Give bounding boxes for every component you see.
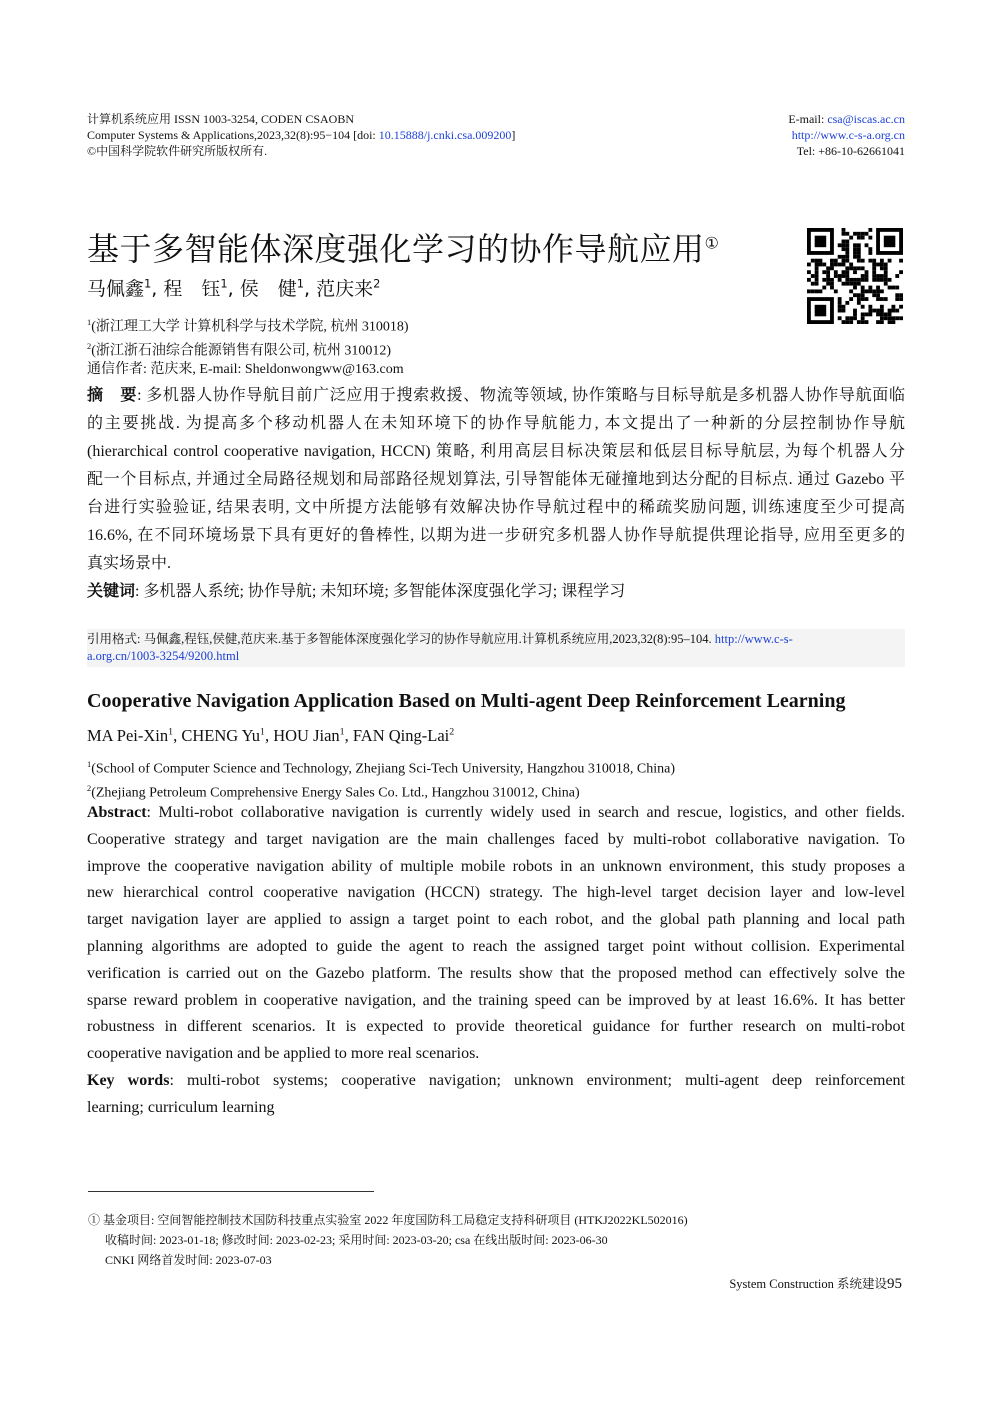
aff-sup: 2 (87, 341, 92, 351)
abstract-line (87, 827, 905, 854)
copyright: ©中国科学院软件研究所版权所有. (87, 144, 268, 158)
citation-box (87, 629, 905, 667)
citation-text: 引用格式: 马佩鑫,程钰,侯健,范庆来.基于多智能体深度强化学习的协作导航应用.计算机系统应用,2023,32(8):95–104. (87, 632, 715, 646)
aff-text: (School of Computer Science and Technology, Zhejiang Sci-Tech University, Hangzhou 310018, China) (91, 761, 676, 777)
funding-note: ① 基金项目: 空间智能控制技术国防科技重点实验室 2022 年度国防科工局稳定支持科研项目 (HTKJ2022KL502016) (88, 1213, 688, 1227)
affiliation-1 (87, 313, 409, 337)
en-affiliation-1 (87, 755, 675, 779)
abstract-line-text: verification is carried out on the Gazebo platform. The results show that the proposed method can effectively solve the (87, 964, 905, 982)
email-label: E-mail: (788, 112, 828, 126)
abstract-line (87, 410, 905, 438)
citation-text: Computer Systems & Applications,2023,32(8):95−104 [doi: (87, 128, 379, 142)
author-sup: 1 (144, 276, 152, 291)
abstract-line (87, 800, 905, 827)
author-name: FAN Qing-Lai (352, 726, 450, 745)
author-sup: 2 (449, 726, 455, 738)
tel: Tel: +86-10-62661041 (796, 144, 905, 158)
abstract-line-text: : 多机器人协作导航目前广泛应用于搜索救援、物流等领域, 协作策略与目标导航是多机器人协作导航面临 (137, 387, 905, 404)
abstract-line (87, 961, 905, 988)
author-name: 侯 健 (239, 278, 297, 300)
footnotes (88, 1210, 688, 1270)
author-name: 马佩鑫 (87, 278, 145, 300)
english-title: Cooperative Navigation Application Based on Multi-agent Deep Reinforcement Learning (87, 690, 846, 712)
journal-citation (87, 127, 515, 143)
aff-text: (浙江浙石油综合能源销售有限公司, 杭州 310012) (91, 343, 392, 359)
section-name: System Construction 系统建设 (729, 1277, 887, 1291)
page-footer (729, 1274, 902, 1293)
dates-note: 收稿时间: 2023-01-18; 修改时间: 2023-02-23; 采用时间: 2023-03-20; csa 在线出版时间: 2023-06-30 (105, 1233, 608, 1247)
abstract-line (87, 907, 905, 934)
english-author-list: MA Pei-Xin$^1$, CHENG Yu$^1$, HOU Jian$^1$, FAN Qing-Lai$^2$ (87, 726, 455, 745)
author-sup: 1 (168, 726, 174, 738)
abstract-line (87, 988, 905, 1015)
footnote-divider (88, 1191, 374, 1192)
abstract-line-text: cooperative navigation and be applied to more real scenarios. (87, 1045, 480, 1063)
keywords-label: 关键词 (87, 583, 136, 600)
abstract-line (87, 880, 905, 907)
author-sup: 2 (373, 276, 381, 291)
keywords-line (87, 1068, 905, 1095)
aff-sup: 2 (87, 783, 92, 793)
citation-link-cont[interactable]: a.org.cn/1003-3254/9200.html (87, 649, 240, 663)
author-name: 程 钰 (163, 278, 221, 300)
abstract-line-text: target navigation layer are applied to assign a target point to each robot, and the global path planning and local path (87, 911, 905, 929)
abstract-label: Abstract (87, 804, 147, 821)
author-sup: 1 (339, 726, 345, 738)
chinese-keywords (87, 578, 625, 606)
journal-issn: 计算机系统应用 ISSN 1003-3254, CODEN CSAOBN (87, 112, 355, 126)
aff-text: (Zhejiang Petroleum Comprehensive Energy Sales Co. Ltd., Hangzhou 310012, China) (91, 785, 580, 801)
keywords-text: : 多机器人系统; 协作导航; 未知环境; 多智能体深度强化学习; 课程学习 (135, 583, 626, 600)
abstract-line-text: 配一个目标点, 并通过全局路径规划和局部路径规划算法, 引导智能体无碰撞地到达分配的目标点. 通过 Gazebo 平 (87, 471, 905, 488)
abstract-line (87, 438, 905, 466)
journal-header (87, 111, 515, 159)
author-name: 范庆来 (316, 278, 374, 300)
cnki-note: CNKI 网络首发时间: 2023-07-03 (105, 1253, 272, 1267)
abstract-line (87, 382, 905, 410)
corresponding-author: 通信作者: 范庆来, E-mail: Sheldonwongww@163.com (87, 362, 404, 378)
keywords-label: Key words (87, 1071, 170, 1089)
doi-close: ] (511, 128, 516, 142)
keywords-text: learning; curriculum learning (87, 1098, 275, 1116)
abstract-line (87, 522, 905, 550)
abstract-line-text: robustness in different scenarios. It is expected to provide theoretical guidance for further research on multi-robot (87, 1018, 905, 1036)
keywords-text: : multi-robot systems; cooperative navigation; unknown environment; multi-agent deep reinforcement (169, 1071, 906, 1089)
journal-contact (788, 111, 905, 159)
abstract-line-text: 真实场景中. (87, 555, 172, 572)
aff-sup: 1 (87, 318, 92, 327)
abstract-line (87, 494, 905, 522)
author-name: HOU Jian (273, 726, 340, 745)
abstract-line-text: new hierarchical control cooperative navigation (HCCN) strategy. The high-level target decision layer and low-level (87, 884, 905, 902)
abstract-line (87, 1014, 905, 1041)
chinese-abstract (87, 382, 905, 578)
page-number: 95 (887, 1276, 902, 1292)
abstract-line-text: Cooperative strategy and target navigation are the main challenges faced by multi-robot collaborative navigation. To (87, 830, 905, 848)
aff-text: (浙江理工大学 计算机科学与技术学院, 杭州 310018) (91, 319, 409, 335)
english-abstract (87, 800, 905, 1122)
website-link[interactable]: http://www.c-s-a.org.cn (791, 128, 905, 142)
abstract-line (87, 466, 905, 494)
abstract-line (87, 1041, 905, 1068)
author-sup: 1 (220, 276, 228, 291)
email-line (788, 111, 905, 127)
abstract-line (87, 934, 905, 961)
english-affiliations (87, 755, 675, 802)
title-footnote-mark: ① (704, 233, 720, 253)
author-name: CHENG Yu (181, 726, 261, 745)
title-text: 基于多智能体深度强化学习的协作导航应用 (87, 230, 705, 268)
abstract-label: 摘 要 (87, 387, 138, 404)
paper-title (87, 224, 719, 270)
author-name: MA Pei-Xin (87, 726, 169, 745)
abstract-line-text: improve the cooperative navigation ability of multiple mobile robots in an unknown environment, this study proposes a (87, 857, 905, 875)
author-sup: 1 (260, 726, 265, 738)
aff-sup: 1 (87, 760, 92, 769)
doi-link[interactable]: 10.15888/j.cnki.csa.009200 (378, 128, 512, 142)
abstract-line-text: : Multi-robot collaborative navigation is currently widely used in search and rescue, logistics, and other fields. (146, 804, 905, 821)
affiliation-2 (87, 337, 409, 361)
affiliations (87, 313, 409, 379)
abstract-line-text: 的主要挑战. 为提高多个移动机器人在未知环境下的协作导航能力, 本文提出了一种新的分层控制协作导航 (87, 415, 905, 432)
author-list: 马佩鑫$^1$, 程 钰$^1$, 侯 健$^1$, 范庆来$^2$ (87, 276, 381, 300)
abstract-line-text: 台进行实验验证, 结果表明, 文中所提方法能够有效解决协作导航过程中的稀疏奖励问题, 训练速度至少可提高 (87, 499, 905, 516)
qr-code (807, 228, 903, 324)
citation-link[interactable]: http://www.c-s- (714, 632, 793, 646)
abstract-line (87, 550, 905, 578)
email-link[interactable]: csa@iscas.ac.cn (827, 112, 905, 126)
abstract-line (87, 854, 905, 881)
abstract-line-text: planning algorithms are adopted to guide the agent to reach the assigned target point without collision. Experimental (87, 937, 905, 955)
abstract-line-text: (hierarchical control cooperative navigation, HCCN) 策略, 利用高层目标决策层和低层目标导航层, 为每个机器人分 (87, 443, 905, 460)
abstract-line-text: sparse reward problem in cooperative navigation, and the training speed can be improved by at least 16.6%. It has better (87, 991, 905, 1009)
keywords-line (87, 1095, 905, 1122)
abstract-line-text: 16.6%, 在不同环境场景下具有更好的鲁棒性, 以期为进一步研究多机器人协作导航提供理论指导, 应用至更多的 (87, 527, 905, 544)
en-affiliation-2 (87, 779, 675, 803)
author-sup: 1 (296, 276, 304, 291)
